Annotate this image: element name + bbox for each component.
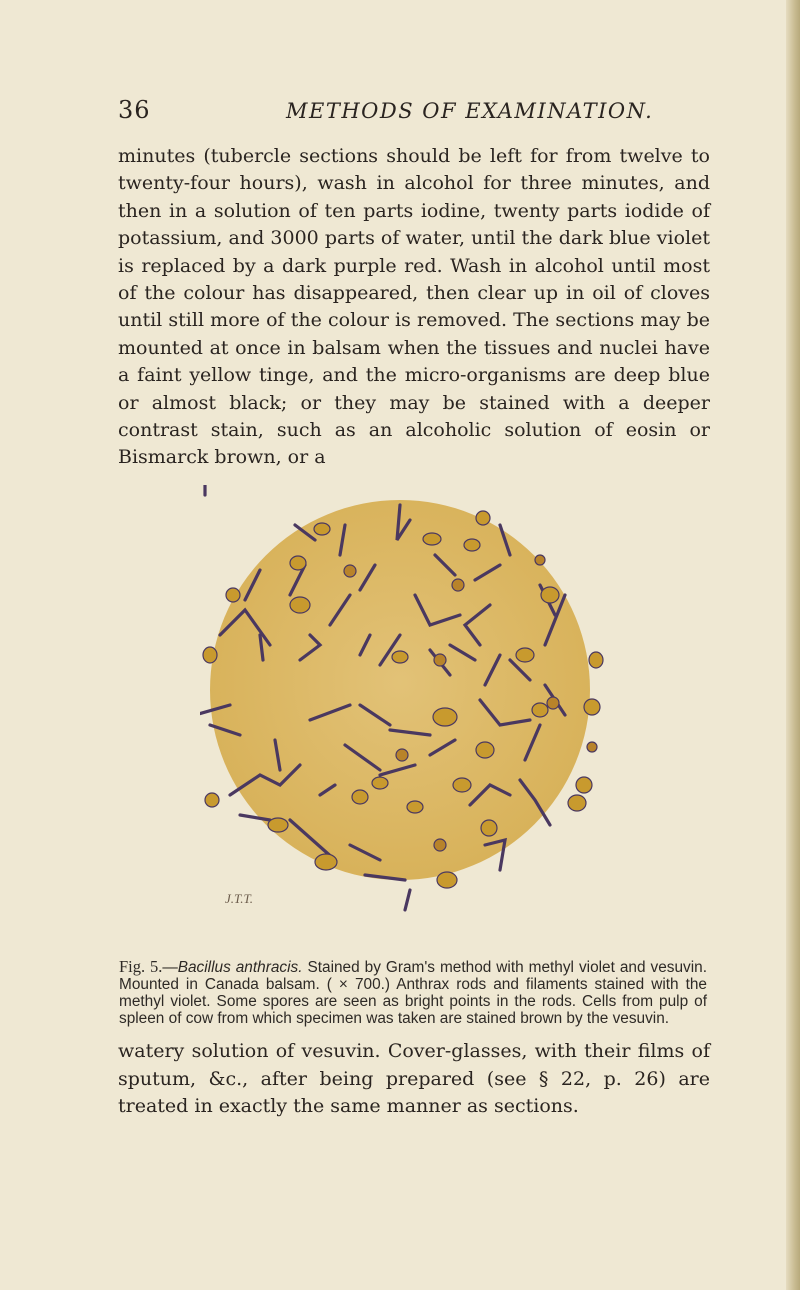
spore — [584, 699, 600, 715]
artist-initials: J.T.T. — [225, 891, 254, 906]
spleen-cell — [547, 697, 559, 709]
spore — [464, 539, 480, 551]
spore — [205, 793, 219, 807]
spore — [290, 556, 306, 570]
spore — [315, 854, 337, 870]
bacillus-illustration — [200, 485, 610, 915]
spore — [314, 523, 330, 535]
figure-caption: Fig. 5.—Bacillus anthracis. Stained by Gram's method with methyl violet and vesuvin. Mounted in Canada balsam. ( × 700.) Anthrax rods and filaments stained with the methyl violet. Some spores are seen as bright points in the rods. Cells from pulp of spleen of cow from which specimen was taken are stained brown by the vesuvin. — [119, 957, 707, 1027]
spore — [541, 587, 559, 603]
spleen-cell — [396, 749, 408, 761]
spore — [290, 597, 310, 613]
microscope-field-circle — [210, 500, 590, 880]
spleen-cell — [434, 839, 446, 851]
spore — [476, 511, 490, 525]
running-title: METHODS OF EXAMINATION. — [286, 99, 654, 123]
spore — [453, 778, 471, 792]
spore — [423, 533, 441, 545]
microscope-figure — [200, 485, 610, 915]
figure-title: Bacillus anthracis. — [177, 959, 303, 976]
spore — [433, 708, 457, 726]
spleen-cell — [344, 565, 356, 577]
spleen-cell — [452, 579, 464, 591]
spore — [589, 652, 603, 668]
figure-label: Fig. 5. — [119, 957, 163, 976]
spore — [568, 795, 586, 811]
spore — [407, 801, 423, 813]
rod — [405, 890, 410, 910]
page-header — [118, 96, 758, 136]
spore — [268, 818, 288, 832]
spore — [476, 742, 494, 758]
spore — [226, 588, 240, 602]
page-edge-shadow — [786, 0, 800, 1290]
spore — [532, 703, 548, 717]
spore — [352, 790, 368, 804]
closing-paragraph: watery solution of vesuvin. Cover-glasses, with their films of sputum, &c., after being prepared (see § 22, p. 26) are treated in exactly the same manner as sections. — [118, 1040, 710, 1118]
spore — [437, 872, 457, 888]
caption-text: Stained by Gram's method with methyl violet and vesuvin. Mounted in Canada balsam. ( × 700.) Anthrax rods and filaments stained with the methyl violet. Some spores are seen as bright points in the rods. Cells from pulp of spleen of cow from which specimen was taken are stained brown by the vesuvin. — [119, 959, 707, 1027]
spleen-cell — [434, 654, 446, 666]
spore — [516, 648, 534, 662]
spore — [203, 647, 217, 663]
spleen-cell — [535, 555, 545, 565]
spore — [481, 820, 497, 836]
page-number: 36 — [118, 96, 151, 124]
body-paragraph: minutes (tubercle sections should be left for from twelve to twenty-four hours), wash in alcohol for three minutes, and then in a solution of ten parts iodine, twenty parts iodide of potassium, and 3000 parts of water, until the dark blue violet is replaced by a dark purple red. Wash in alcohol until most of the colour has disappeared, then clear up in oil of cloves until still more of the colour is removed. The sections may be mounted at once in balsam when the tissues and nuclei have a faint yellow tinge, and the micro-organisms are deep blue or almost black; or they may be stained with a deeper contrast stain, such as an alcoholic solution of eosin or Bismarck brown, or a — [118, 145, 710, 469]
spore — [576, 777, 592, 793]
spore — [392, 651, 408, 663]
spore — [372, 777, 388, 789]
spleen-cell — [587, 742, 597, 752]
